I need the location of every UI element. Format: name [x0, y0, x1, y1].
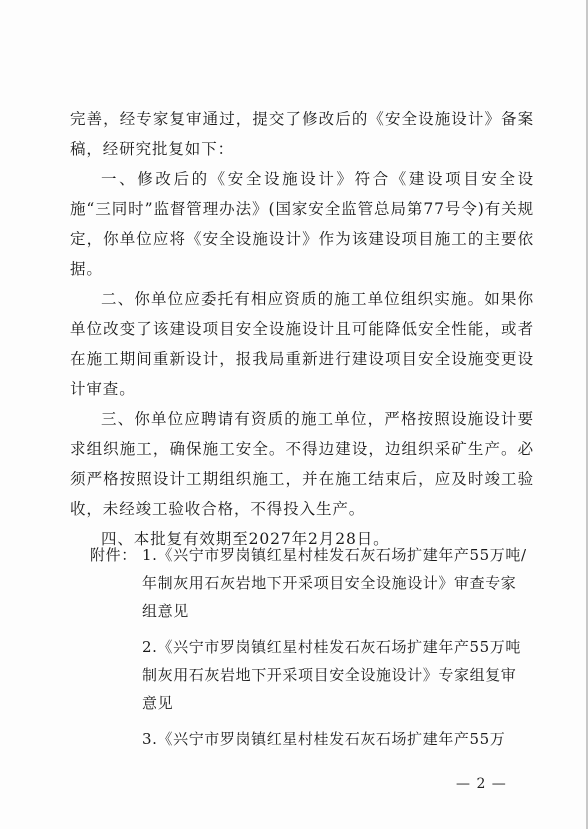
paragraph-item-1: 一、修改后的《安全设施设计》符合《建设项目安全设施“三同时”监督管理办法》(国家安全监管总局第77号令)有关规定，你单位应将《安全设施设计》作为该建设项目施工的主要依据。	[70, 170, 534, 278]
paragraph-item-3: 三、你单位应聘请有资质的施工单位，严格按照设施设计要求组织施工，确保施工安全。不得边建设，边组织采矿生产。必须严格按照设计工期组织施工，并在施工结束后，应及时竣工验收，未经竣工验收合格，不得投入生产。	[70, 410, 534, 518]
paragraph-item-2: 二、你单位应委托有相应资质的施工单位组织实施。如果你单位改变了该建设项目安全设施设计且可能降低安全性能，或者在施工期间重新设计，报我局重新进行建设项目安全设施变更设计审查。	[70, 290, 534, 398]
attachments-row	[90, 541, 530, 761]
page-number: — 2 —	[456, 776, 507, 792]
attachment-item-3: 3.《兴宁市罗岗镇红星村桂发石灰石场扩建年产55万	[142, 730, 506, 748]
attachment-item-2: 2.《兴宁市罗岗镇红星村桂发石灰石场扩建年产55万吨制灰用石灰岩地下开采项目安全设施设计》专家组复审意见	[142, 638, 522, 712]
attachments-section	[90, 541, 530, 769]
document-body	[70, 104, 534, 554]
attachment-item-1: 1.《兴宁市罗岗镇红星村桂发石灰石场扩建年产55万吨/年制灰用石灰岩地下开采项目安全设施设计》审查专家组意见	[142, 546, 527, 620]
paragraph-intro: 完善，经专家复审通过，提交了修改后的《安全设施设计》备案稿，经研究批复如下：	[70, 110, 534, 158]
attachments-label: 附件：	[90, 546, 137, 564]
paragraph-item-4: 四、本批复有效期至2027年2月28日。	[101, 530, 390, 548]
attachments-list	[142, 541, 530, 761]
